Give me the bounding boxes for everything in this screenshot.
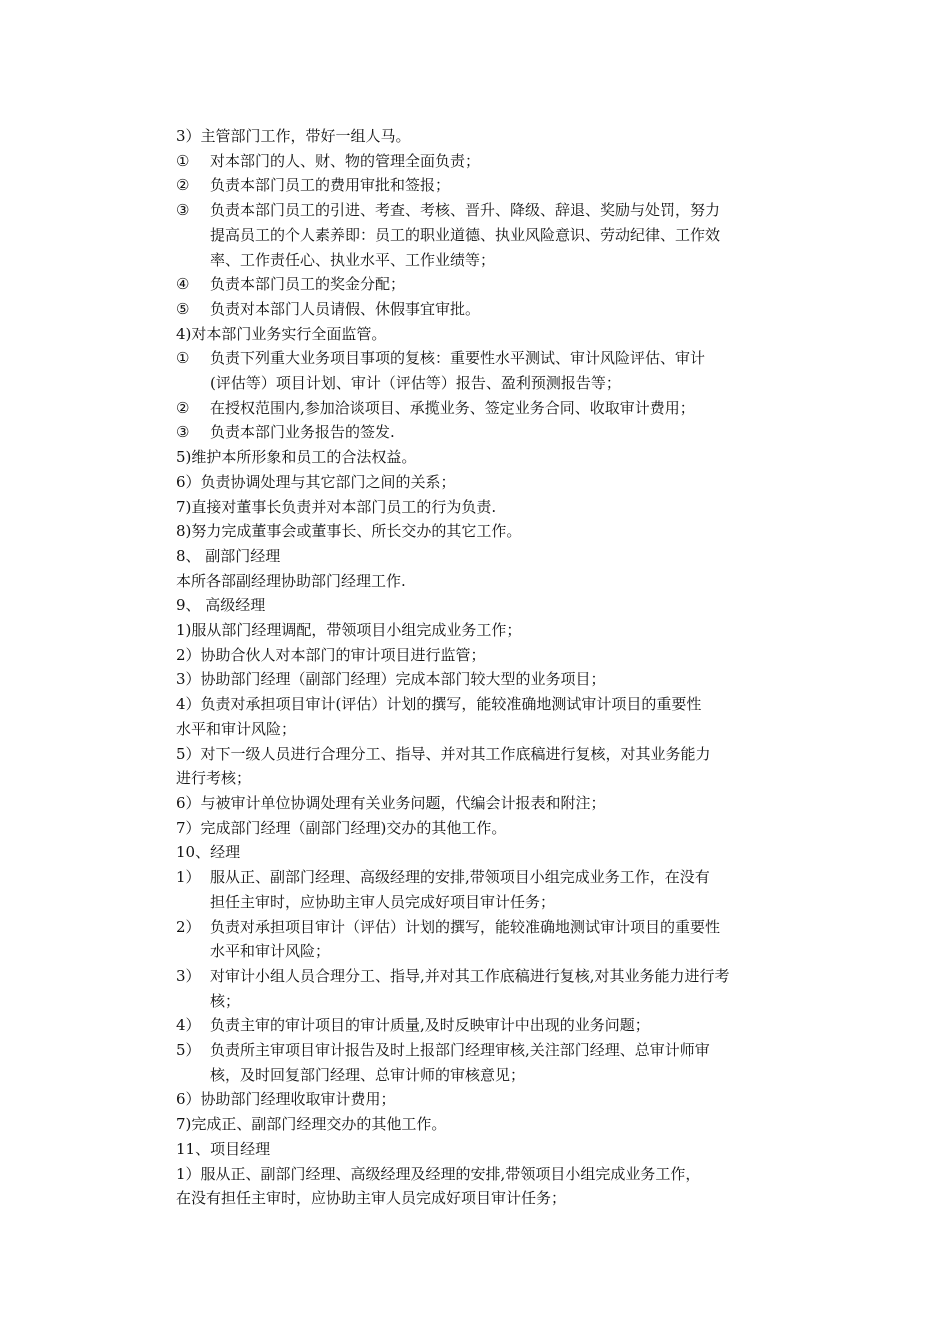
paragraph-line: 4）负责对承担项目审计(评估）计划的撰写，能较准确地测试审计项目的重要性	[176, 695, 702, 714]
paragraph-line: 水平和审计风险；	[176, 719, 297, 738]
list-item-line: 核；	[210, 991, 241, 1010]
list-item-line: 负责本部门员工的费用审批和签报；	[210, 176, 451, 195]
list-item	[176, 420, 816, 445]
list-item-line: 负责主审的审计项目的审计质量,及时反映审计中出现的业务问题；	[210, 1016, 650, 1035]
list-item-line: 负责对承担项目审计（评估）计划的撰写，能较准确地测试审计项目的重要性	[210, 917, 721, 936]
list-item-text	[210, 297, 816, 322]
paragraph	[176, 1162, 816, 1211]
list-marker: ③	[176, 201, 190, 220]
list-item	[176, 173, 816, 198]
list-item-line: 对本部门的人、财、物的管理全面负责；	[210, 151, 481, 170]
paragraph-line: 5）对下一级人员进行合理分工、指导、并对其工作底稿进行复核，对其业务能力	[176, 744, 711, 763]
list-item-line: 负责下列重大业务项目事项的复核：重要性水平测试、审计风险评估、审计	[210, 349, 706, 368]
list-item-line: 核，及时回复部门经理、总审计师的审核意见；	[210, 1065, 526, 1084]
list-marker: 5）	[176, 1041, 201, 1060]
list-marker: 3）	[176, 966, 201, 985]
paragraph	[176, 742, 816, 791]
text-line: 3）协助部门经理（副部门经理）完成本部门较大型的业务项目；	[176, 670, 606, 689]
list-item	[176, 396, 816, 421]
list-item-text	[210, 198, 816, 272]
list-item-text	[210, 1013, 816, 1038]
list-item-text	[210, 865, 816, 914]
list-item	[176, 1038, 816, 1087]
list-item-text	[210, 1038, 816, 1087]
text-line: 2）协助合伙人对本部门的审计项目进行监管；	[176, 645, 486, 664]
text-line: 7)直接对董事长负责并对本部门员工的行为负责.	[176, 497, 497, 516]
list-item	[176, 149, 816, 174]
list-item-line: 担任主审时，应协助主审人员完成好项目审计任务；	[210, 892, 556, 911]
list-item-line: 在授权范围内,参加洽谈项目、承揽业务、签定业务合同、收取审计费用；	[210, 398, 695, 417]
text-line: 11、项目经理	[176, 1139, 271, 1158]
list-marker: ①	[176, 349, 190, 368]
list-item-line: 负责本部门员工的引进、考查、考核、晋升、降级、辞退、奖励与处罚，努力	[210, 201, 721, 220]
list-item-line: 对审计小组人员合理分工、指导,并对其工作底稿进行复核,对其业务能力进行考	[210, 966, 730, 985]
list-item	[176, 297, 816, 322]
list-marker: ②	[176, 398, 190, 417]
list-item-line: 负责本部门员工的奖金分配；	[210, 275, 406, 294]
list-item-line: 水平和审计风险；	[210, 942, 331, 961]
text-line: 7）完成部门经理（副部门经理)交办的其他工作。	[176, 818, 507, 837]
text-line: 6）协助部门经理收取审计费用；	[176, 1090, 396, 1109]
text-line: 3）主管部门工作，带好一组人马。	[176, 127, 411, 145]
list-marker: ②	[176, 176, 190, 195]
list-marker: 4）	[176, 1016, 201, 1035]
text-line: 1)服从部门经理调配，带领项目小组完成业务工作；	[176, 621, 522, 640]
text-line: 6）负责协调处理与其它部门之间的关系；	[176, 472, 456, 491]
list-item-text	[210, 149, 816, 174]
text-line: 7)完成正、副部门经理交办的其他工作。	[176, 1115, 447, 1134]
text-line: 4)对本部门业务实行全面监管。	[176, 324, 387, 343]
list-item-line: 提高员工的个人素养即：员工的职业道德、执业风险意识、劳动纪律、工作效	[210, 225, 721, 244]
text-line: 5)维护本所形象和员工的合法权益。	[176, 448, 417, 467]
paragraph-line: 在没有担任主审时，应协助主审人员完成好项目审计任务；	[176, 1189, 567, 1208]
list-item	[176, 915, 816, 964]
list-item-line: 负责对本部门人员请假、休假事宜审批。	[210, 299, 481, 318]
list-item	[176, 346, 816, 395]
text-line: 8、 副部门经理	[176, 546, 281, 565]
list-item-text	[210, 173, 816, 198]
list-item-line: 服从正、副部门经理、高级经理的安排,带领项目小组完成业务工作，在没有	[210, 868, 710, 887]
list-item	[176, 865, 816, 914]
list-item	[176, 964, 816, 1013]
list-marker: ⑤	[176, 299, 190, 318]
list-item-text	[210, 915, 816, 964]
list-item-text	[210, 346, 816, 395]
list-item-text	[210, 964, 816, 1013]
list-marker: ③	[176, 423, 190, 442]
list-item-line: (评估等）项目计划、审计（评估等）报告、盈利预测报告等；	[210, 374, 621, 393]
list-item-line: 率、工作责任心、执业水平、工作业绩等；	[210, 250, 496, 269]
list-item-text	[210, 396, 816, 421]
list-marker: 2）	[176, 917, 201, 936]
text-line: 6）与被审计单位协调处理有关业务问题，代编会计报表和附注；	[176, 793, 606, 812]
paragraph-line: 进行考核；	[176, 769, 252, 788]
list-item	[176, 272, 816, 297]
text-line: 9、 高级经理	[176, 596, 266, 615]
list-item-text	[210, 272, 816, 297]
list-marker: 1）	[176, 868, 201, 887]
list-item-line: 负责本部门业务报告的签发.	[210, 423, 395, 442]
text-line: 10、经理	[176, 843, 241, 862]
text-line: 本所各部副经理协助部门经理工作.	[176, 571, 406, 590]
list-marker: ④	[176, 275, 190, 294]
text-line: 8)努力完成董事会或董事长、所长交办的其它工作。	[176, 522, 522, 541]
list-item	[176, 198, 816, 272]
list-item	[176, 1013, 816, 1038]
list-marker: ①	[176, 151, 190, 170]
list-item-line: 负责所主审项目审计报告及时上报部门经理审核,关注部门经理、总审计师审	[210, 1041, 710, 1060]
list-item-text	[210, 420, 816, 445]
paragraph	[176, 692, 816, 741]
document-body	[176, 124, 816, 1211]
paragraph-line: 1）服从正、副部门经理、高级经理及经理的安排,带领项目小组完成业务工作，	[176, 1164, 701, 1183]
